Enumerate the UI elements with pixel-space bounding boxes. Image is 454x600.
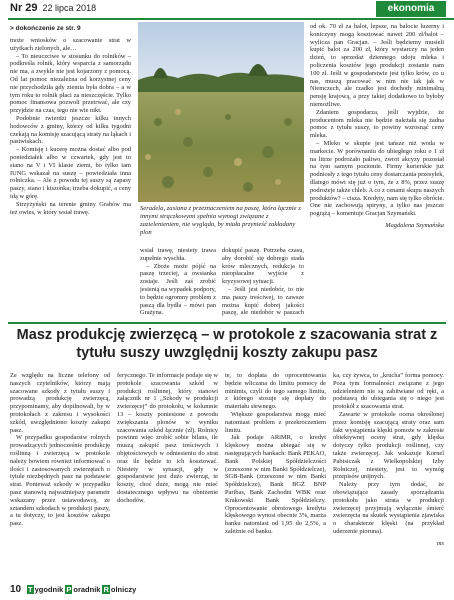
author-signature: Magdalena Szymańska	[385, 221, 444, 229]
issue-date: 22 lipca 2018	[42, 3, 97, 13]
paragraph: ferycznego. Te informacje podaje się w protokole szacowania szkód w produkcji roślinnej, który stanowi załącznik nr 1 „Szkody w produkcji zwierzęcej” do protokołu, w kolumnie 13 – koszty poniesione z powodu zwiększania plonów w wyniku szacowania szkód łącznie (zł). Rolnicy powinni więc zrobić sobie bilans, ile muszą zakupić pasz treściwych i objętościowych w odniesieniu do strat oraz ile będzie to ich kosztować. Niestety w sytuacji, gdy w gospodarstwie jest dużo zwierząt, te koszty, choć duże, mogą nie mieć dostatecznego wpływu na obniżenie dochodów.	[117, 372, 218, 504]
paragraph: – To nieuczciwe w stosunku do rolników – podkreśla rolnik, który wsparcia z samorządu nie ma, a zwykle nie jest kojarzony z pomocą. Od lat pomoc niezależna od korzystnej ceny nie przychodziła gdy ziemia była dobra – a w tym roku to rolnik płaci za nieszczęście. Tylko pomoc finansowa pozwoli przetrwać, ale czy przyjdzie na czas, tego nie wie nikt.	[10, 52, 131, 115]
article-column-1	[10, 23, 131, 320]
paragraph: Podobnie twierdzi jeszcze kilku innych hodowców z gminy, którzy od kilku tygodni czekają na komisję szacującą straty na łąkach i pastwiskach.	[10, 114, 131, 146]
page-number: 10	[10, 584, 22, 595]
paragraph: Strzyżyński na terenie gminy Grabów ma też owies, w który wsiał trawę.	[10, 200, 131, 216]
photo-caption: Seradela, zasiana z przeznaczeniem na paszę, która łącznie z innymi strączkowymi spełnia wymogi związane z zazielenieniem, nie wygląda, by miała przynieść zakładany plon	[140, 205, 301, 236]
field-photo	[138, 22, 304, 202]
paragraph: Zawarte w protokole ocena określonej przez komisję szacującą straty oraz sam fakt wystąpienia klęski pomoże w zakresie obiektywnej oceny strat, gdy klęska dotyczy tylko produkcji roślinnej, czy także zwierzęcej. Jak wskazuje Kornel Pabisiczak z Wielkopolskiej Izby Rolniczej, niestety, jest to wymóg przepisów unijnych.	[333, 410, 444, 481]
article-headline: Masz produkcję zwierzęcą – w protokole z szacowania strat z tytułu suszy uwzględnij koszty zakupu pasz	[16, 327, 438, 361]
bottom-column-3	[225, 372, 326, 578]
header-rule	[8, 18, 454, 20]
paragraph: Ze względu na liczne telefony od naszych czytelników, którzy mają szacowane szkody z tytułu suszy i prowadzą produkcję zwierzęcą, przypominamy, aby dopilnowali, by w protokołach z zakresu i wysokości szkód, uwzględniono koszty zakupu pasz.	[10, 372, 110, 434]
paragraph: – Jeśli jest niedobór, to nie ma paszy treściwej, to zawsze można kupić dobrej jakości paszę, ale niedobór w paszach	[222, 285, 304, 317]
issue-number: Nr 29 22 lipca 2018	[10, 2, 97, 14]
paragraph: – Mleko w skupie jest tańsze niż woda w markecie. W porównaniu do ubiegłego roku o 1 zł na litrze podrożało paliwo, zwrot akcyzy pozostał na tym samym poziomie. Firmy kurierskie już podniosły z tego tytułu ceny dostarczania przesyłek, dlatego mówi się już o tym, że z 8%, przez suszę podrożeje także chleb. A co z cenami skupu naszych produktów? – cisza. Kredyty, nam się tylko obrócie. One nie zachowują spiryny, a tylko nas jeszcze pogrążą – komentuje Gracjan Szymański.	[310, 139, 444, 218]
paragraph: Należy przy tym dodać, że obowiązujące zasady sporządzania protokołu jako strata w produkcji zwierzęcej przyjmują wyłącznie śmierć zwierzęcia na skutek wystąpienia zjawiska o charakterze klęski (na przykład uderzenie pioruna).	[333, 481, 444, 535]
page-footer	[0, 580, 454, 600]
paragraph: od ok. 70 zł za balot, lepsze, na balocie luzerny i koniczyny mogą kosztować nawet 200 zł/balot – wylicza pan Gracjan. – Jeśli będziemy musieli kupić balot za 200 zł, który wystarczy na jeden dzień, to sprzedaż dziennego udoju mleka i policzenia kosztów jego produkcji zostanie nam 100 zł. Jeśli w gospodarstwie jest tylko krów, co u nas, muszą pracować w nim nie tak jak w Niemczech, ale rzadko jest dochody minimalną pensję krajową, a przy takiej dodatkowo to byłoby niemożliwe.	[310, 23, 444, 108]
paragraph: Jak podaje ARiMR, o kredyt klęskowy można ubiegać się w następujących bankach: Bank PEKAO, Bank Polskiej Spółdzielczości (zrzeszone w nim Banki Spółdzielcze), SGB-Bank (zrzeszone w nim Banki Spółdzielcze), Bank BGŻ BNP Paribas, Bank Zachodni WBK oraz Krakowski Bank Spółdzielczy. Oprocentowanie obrotowego kredytu klęskowego wynosi obecnie 3%, marża banku natomiast od 1,95 do 2,5%, a zależnie od banku.	[225, 434, 326, 535]
paragraph: Zdaniem gospodarza, jeśli wyjdzie, że producentom mleka nie będzie należała się żadna pomoc z tytułu suszy, to powiny wzrosnąć ceny mleka.	[310, 108, 444, 140]
bottom-column-4	[333, 372, 444, 578]
paragraph: wsiał trawę, niestety trawa zupełnie wyschła.	[140, 247, 216, 262]
article-column-3	[222, 247, 304, 317]
paragraph: Większe gospodarstwa mogą mieć natomiast problem z przekroczeniem limitu.	[225, 410, 326, 434]
continuation-tag: > dokończenie ze str. 9	[10, 25, 81, 32]
paragraph: – Komisję i kucerę można dostać albo pod poniedziałek albo w czwartek, gdy jest to siano na V i VI klasie ziemi, bo tylko tam IUNG wskazał na suszę – powiedziała inna rolniczka. – Ale z powodu tej suszy są zapasy paszy, siano i kiszonka; trzeba dokupić, a ceny idą w górę.	[10, 146, 131, 200]
section-divider	[8, 322, 446, 324]
paragraph: te, to dopłata do oprocentowania będzie wliczana do limitu pomocy de minimis, czyli do tego samego limitu, z którego stosuje się dopłaty do materiału siewnego.	[225, 372, 326, 411]
field-photo-image	[138, 22, 304, 202]
page-header	[0, 0, 454, 19]
section-label: ekonomia	[376, 1, 446, 17]
paragraph: W przypadku gospodarstw rolnych prowadzących jednocześnie produkcję roślinną i zwierzęcą w protokole należy bowiem również informować o ilości i zastosowanych zwierzętach o tytule niezbędnych pasz na podstawie strat. Ponieważ szkody w przypadku pasz stanowią najważniejszy parametr wskazany przez ustawodawcę, ze sztandem szkodach w produkcji paszy, a tu dotyczy, to jest kosztów zakupu pasz.	[10, 434, 110, 528]
article-column-4	[310, 23, 444, 320]
paragraph: dokupić paszę. Potrzeba czasu, aby dorobić się dobrego stada krów mlecznych, redukcja to nieopłacalne wyjście z kryzysowej sytuacji.	[222, 247, 304, 286]
bottom-column-1	[10, 372, 110, 578]
paragraph: – Zboże może pójść na paszę trzeciej, a owsianka zostaje. Jeśli zaś zrobić jesienią na wypadek podpory, to będzie ogromny problem z paszą dla bydła – mówi pan Grażyna.	[140, 262, 216, 317]
publication-logo: T ygodnik P oradnik R olniczy	[28, 585, 137, 594]
bottom-column-2	[117, 372, 218, 578]
article-column-2	[140, 247, 216, 317]
paragraph: ka, czy żywca, to „krucha” forma pomocy. Poza tym formalności związane z jego udzieleniem nie są zabitwiane od ręki, a podstawą do ubiegania się o niego jest protokół z szacowania strat.	[333, 372, 444, 411]
paragraph: może wniosków o szacowanie strat w użytkach zielonych, ale…	[10, 37, 131, 52]
author-signature: ms	[436, 539, 444, 547]
